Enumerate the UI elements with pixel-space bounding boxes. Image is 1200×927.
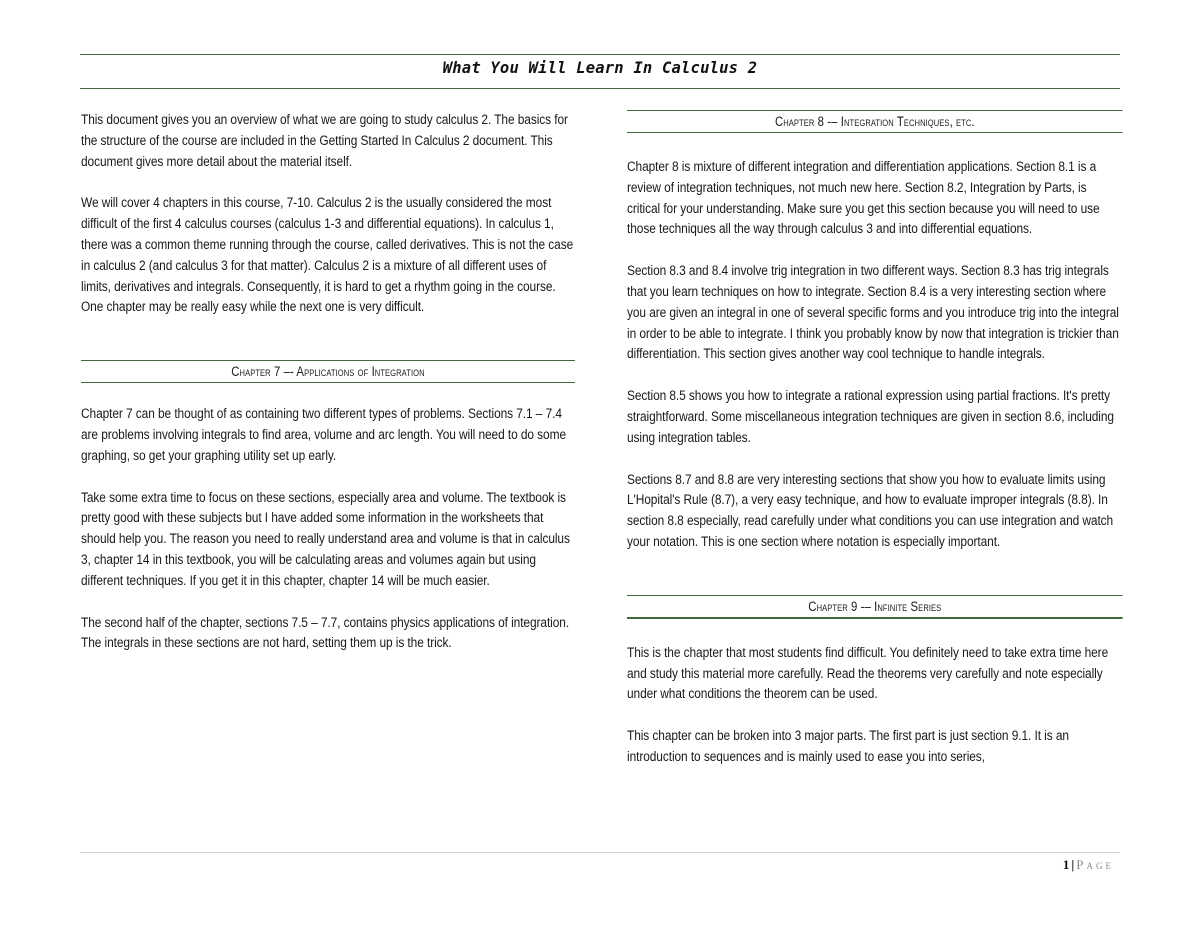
page-footer bbox=[1063, 857, 1114, 873]
chapter-7-paragraph: The second half of the chapter, sections 7.5 – 7.7, contains physics applications of integration. The integrals in these sections are not hard, setting them up is the trick. bbox=[81, 614, 570, 652]
heading-rule bbox=[627, 617, 1123, 619]
chapter-7-paragraph: Take some extra time to focus on these sections, especially area and volume. The textbook is pretty good with these subjects but I have added some information in the worksheets that should help you. The reason you need to really understand area and volume is that in calculus 3, chapter 14 in this textbook, you will be calculating areas and volumes again but using different techniques. If you get it in this chapter, chapter 14 will be much easier. bbox=[81, 489, 570, 589]
chapter-9-heading-block bbox=[627, 595, 1123, 619]
heading-rule bbox=[81, 382, 575, 383]
chapter-8-heading-block bbox=[627, 110, 1123, 133]
title-rule-bottom bbox=[80, 88, 1120, 89]
intro-paragraph: We will cover 4 chapters in this course, 7-10. Calculus 2 is the usually considered the most difficult of the first 4 calculus courses (calculus 1-3 and differential equations). In calculus 1, there was a common theme running through the course, called derivatives. This is not the case in calculus 2 (and calculus 3 for that matter). Calculus 2 is a mixture of all different uses of limits, derivatives and integrals. Consequently, it is hard to get a rhythm going in the course. One chapter may be really easy while the next one is very difficult. bbox=[81, 195, 574, 316]
chapter-7-heading: Chapter 7 –- Applications of Integration bbox=[231, 364, 425, 380]
chapter-8-heading: Chapter 8 -– Integration Techniques, etc. bbox=[774, 114, 975, 129]
page-label: Page bbox=[1076, 857, 1114, 872]
left-column bbox=[81, 110, 575, 654]
heading-rule bbox=[627, 132, 1123, 133]
page-title: What You Will Learn In Calculus 2 bbox=[442, 59, 758, 77]
chapter-8-paragraph: Sections 8.7 and 8.8 are very interesting sections that show you how to evaluate limits using L'Hopital's Rule (8.7), a very easy technique, and how to evaluate improper integrals (8.8). In section 8.8 especially, read carefully under what conditions you can use integration and watch your notation. This is one section where notation is especially important. bbox=[627, 471, 1114, 550]
chapter-8-paragraph: Chapter 8 is mixture of different integration and differentiation applications. Section 8.1 is a review of integration techniques, not much new here. Section 8.2, Integration by Parts, is critical for your understanding. Make sure you get this section because you will need to use those techniques all the way through calculus 3 and into differential equations. bbox=[627, 159, 1100, 238]
chapter-8-paragraph: Section 8.5 shows you how to integrate a rational expression using partial fractions. It's pretty straightforward. Some miscellaneous integration techniques are given in section 8.6, including using integration tables. bbox=[627, 388, 1114, 446]
title-rule-top bbox=[80, 54, 1120, 55]
page-number: 1 bbox=[1062, 857, 1070, 872]
footer-rule bbox=[80, 852, 1120, 853]
chapter-7-paragraph: Chapter 7 can be thought of as containing two different types of problems. Sections 7.1 – 7.4 are problems involving integrals to find area, volume and arc length. You will need to do some graphing, so get your graphing utility set up early. bbox=[81, 406, 566, 464]
chapter-7-heading-block bbox=[81, 360, 575, 383]
intro-paragraph: This document gives you an overview of what we are going to study calculus 2. The basics for the structure of the course are included in the Getting Started In Calculus 2 document. This document gives more detail about the material itself. bbox=[81, 112, 568, 170]
chapter-9-heading: Chapter 9 -– Infinite Series bbox=[808, 598, 942, 614]
chapter-9-paragraph: This is the chapter that most students find difficult. You definitely need to take extra time here and study this material more carefully. Read the theorems very carefully and note especially under what conditions the theorem can be used. bbox=[627, 644, 1109, 703]
chapter-9-paragraph: This chapter can be broken into 3 major parts. The first part is just section 9.1. It is an introduction to sequences and is mainly used to ease you into series, bbox=[627, 728, 1069, 765]
right-column bbox=[627, 110, 1123, 768]
chapter-8-paragraph: Section 8.3 and 8.4 involve trig integration in two different ways. Section 8.3 has trig integrals that you learn techniques on how to integrate. Section 8.4 is a very interesting section where you are given an integral in one of several specific forms and you introduce trig into the integral in order to be able to integrate. I think you probably know by now that integration is trickier than differentiation. This section gives another way cool technique to handle integrals. bbox=[627, 263, 1119, 363]
page-separator: | bbox=[1071, 857, 1075, 872]
